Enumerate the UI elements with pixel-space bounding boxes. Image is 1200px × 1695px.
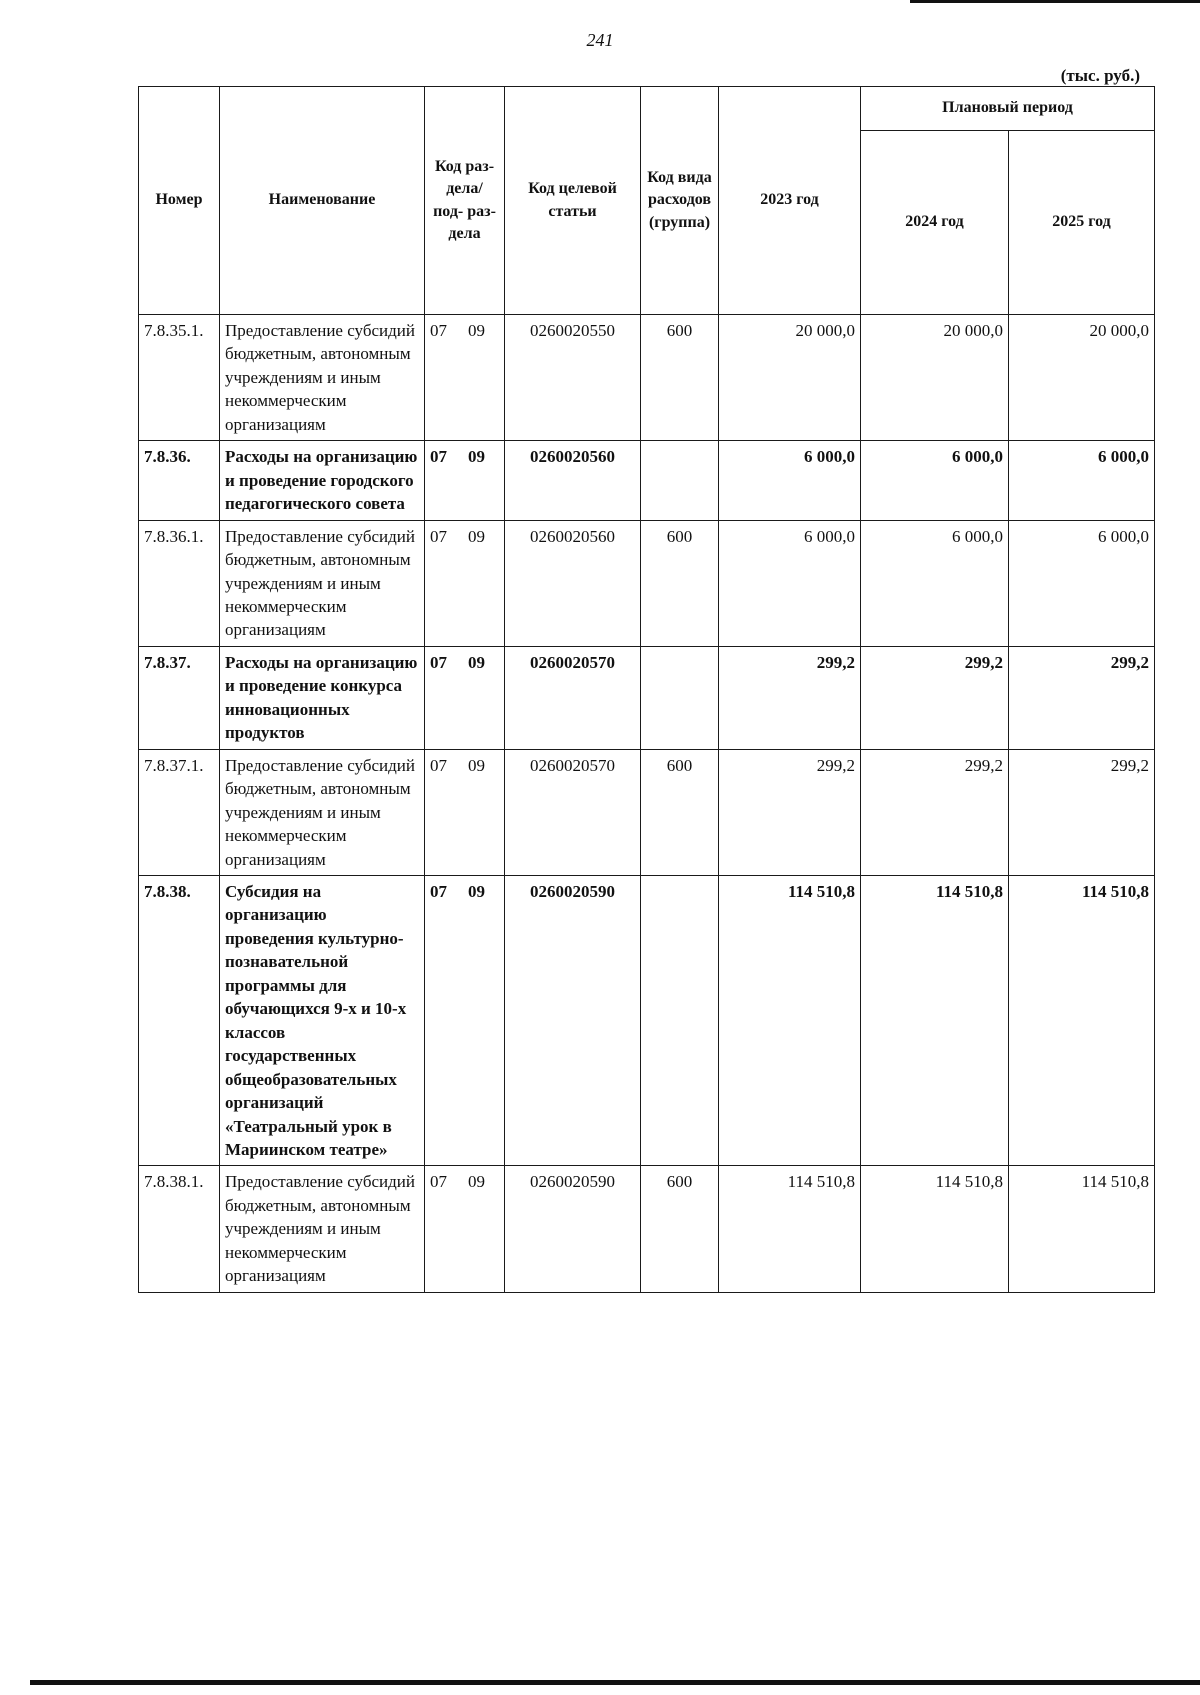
row-2025: 299,2 [1009, 749, 1155, 875]
row-name: Предоставление субсидий бюджетным, автономным учреждениям и иным некоммерческим организациям [220, 520, 425, 646]
row-2025: 6 000,0 [1009, 441, 1155, 520]
row-section-code [425, 315, 505, 441]
header-name: Наименование [220, 87, 425, 315]
subsection: 09 [468, 755, 485, 775]
row-section-code [425, 875, 505, 1165]
header-section-code: Код раз- дела/ под- раз- дела [425, 87, 505, 315]
row-target-code: 0260020560 [505, 441, 641, 520]
header-target-code: Код целевой статьи [505, 87, 641, 315]
row-name: Предоставление субсидий бюджетным, автономным учреждениям и иным некоммерческим организациям [220, 1166, 425, 1292]
row-name: Расходы на организацию и проведение конкурса инновационных продуктов [220, 646, 425, 749]
row-name: Расходы на организацию и проведение городского педагогического совета [220, 441, 425, 520]
row-number: 7.8.38. [139, 875, 220, 1165]
bottom-rule [30, 1680, 1200, 1685]
row-2025: 299,2 [1009, 646, 1155, 749]
row-expense-type [641, 875, 719, 1165]
table-row [139, 441, 1155, 520]
row-target-code: 0260020590 [505, 875, 641, 1165]
row-name: Предоставление субсидий бюджетным, автономным учреждениям и иным некоммерческим организациям [220, 749, 425, 875]
subsection: 09 [468, 526, 485, 546]
row-2024: 114 510,8 [861, 1166, 1009, 1292]
section: 07 [430, 881, 447, 901]
row-section-code [425, 749, 505, 875]
row-expense-type: 600 [641, 1166, 719, 1292]
row-expense-type [641, 441, 719, 520]
row-target-code: 0260020570 [505, 749, 641, 875]
row-target-code: 0260020570 [505, 646, 641, 749]
top-rule [910, 0, 1200, 3]
row-expense-type: 600 [641, 749, 719, 875]
row-2025: 6 000,0 [1009, 520, 1155, 646]
row-number: 7.8.38.1. [139, 1166, 220, 1292]
row-section-code [425, 1166, 505, 1292]
row-expense-type [641, 646, 719, 749]
row-2024: 299,2 [861, 646, 1009, 749]
table-row [139, 315, 1155, 441]
row-section-code [425, 441, 505, 520]
budget-table [138, 86, 1155, 1293]
row-2023: 299,2 [719, 646, 861, 749]
row-2024: 6 000,0 [861, 441, 1009, 520]
subsection: 09 [468, 881, 485, 901]
table-row [139, 646, 1155, 749]
row-name: Субсидия на организацию проведения культурно-познавательной программы для обучающихся 9-х и 10-х классов государственных общеобразовательных организаций «Театральный урок в Мариинском театре» [220, 875, 425, 1165]
row-2024: 114 510,8 [861, 875, 1009, 1165]
header-number: Номер [139, 87, 220, 315]
row-2025: 114 510,8 [1009, 1166, 1155, 1292]
section: 07 [430, 447, 447, 467]
header-expense-type-code: Код вида расходов (группа) [641, 87, 719, 315]
table-row [139, 520, 1155, 646]
row-number: 7.8.37.1. [139, 749, 220, 875]
row-2023: 114 510,8 [719, 875, 861, 1165]
subsection: 09 [468, 652, 485, 672]
row-target-code: 0260020560 [505, 520, 641, 646]
row-2023: 114 510,8 [719, 1166, 861, 1292]
subsection: 09 [468, 321, 485, 340]
section: 07 [430, 652, 447, 672]
row-expense-type: 600 [641, 315, 719, 441]
row-2024: 6 000,0 [861, 520, 1009, 646]
section: 07 [430, 321, 447, 340]
row-2023: 6 000,0 [719, 520, 861, 646]
row-2023: 6 000,0 [719, 441, 861, 520]
row-name: Предоставление субсидий бюджетным, автономным учреждениям и иным некоммерческим организациям [220, 315, 425, 441]
row-2024: 299,2 [861, 749, 1009, 875]
page-number: 241 [586, 30, 614, 50]
row-2025: 114 510,8 [1009, 875, 1155, 1165]
table-row [139, 749, 1155, 875]
row-2024: 20 000,0 [861, 315, 1009, 441]
row-2023: 20 000,0 [719, 315, 861, 441]
row-2025: 20 000,0 [1009, 315, 1155, 441]
table-row [139, 1166, 1155, 1292]
row-target-code: 0260020590 [505, 1166, 641, 1292]
table-row [139, 875, 1155, 1165]
header-year-2023: 2023 год [719, 87, 861, 315]
row-expense-type: 600 [641, 520, 719, 646]
subsection: 09 [468, 1172, 485, 1192]
header-year-2024: 2024 год [861, 131, 1009, 315]
units-label: (тыс. руб.) [1060, 66, 1140, 85]
subsection: 09 [468, 447, 485, 467]
row-number: 7.8.36.1. [139, 520, 220, 646]
header-year-2025: 2025 год [1009, 131, 1155, 315]
section: 07 [430, 526, 447, 546]
row-number: 7.8.35.1. [139, 315, 220, 441]
row-section-code [425, 646, 505, 749]
section: 07 [430, 755, 447, 775]
section: 07 [430, 1172, 447, 1192]
row-2023: 299,2 [719, 749, 861, 875]
row-number: 7.8.36. [139, 441, 220, 520]
row-number: 7.8.37. [139, 646, 220, 749]
row-section-code [425, 520, 505, 646]
row-target-code: 0260020550 [505, 315, 641, 441]
header-planned-period: Плановый период [861, 87, 1155, 131]
